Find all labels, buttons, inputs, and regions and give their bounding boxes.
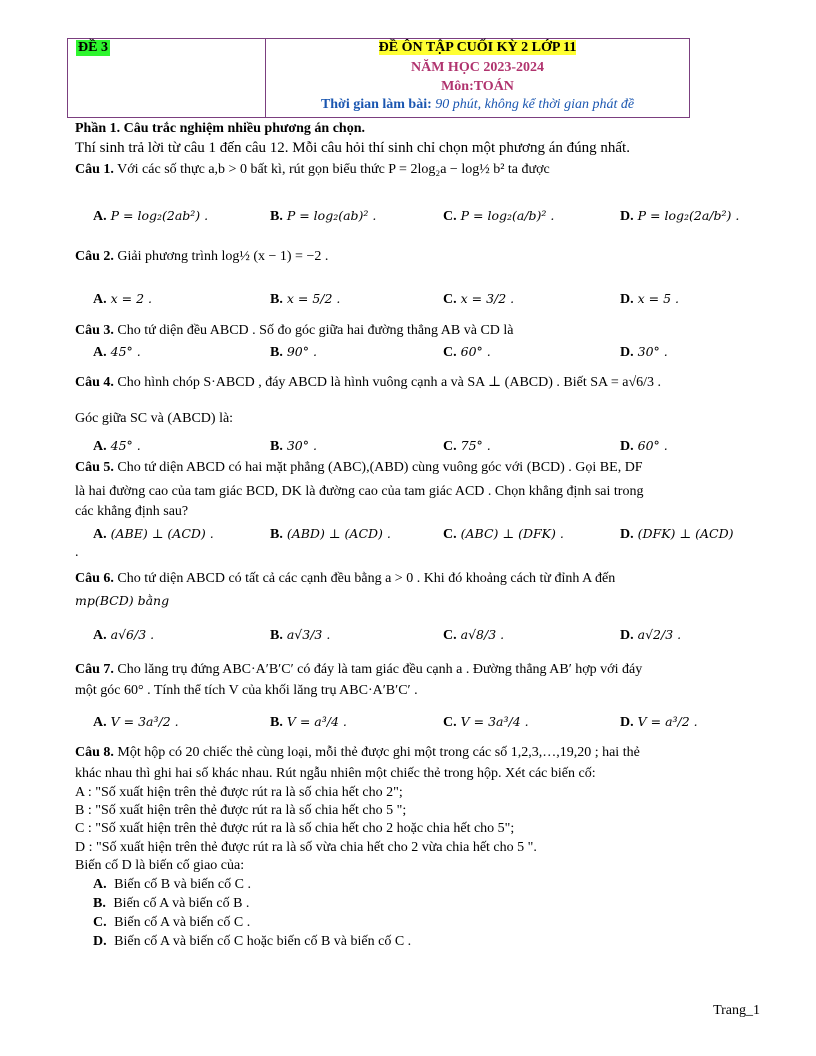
question-3: Câu 3. Cho tứ diện đều ABCD . Số đo góc giữa hai đường thẳng AB và CD là — [75, 323, 514, 338]
question-6-line-2: mp(BCD) bằng — [75, 593, 170, 608]
q8-option-a[interactable]: A. Biến cố B và biến cố C . — [93, 877, 251, 892]
q3-option-d[interactable]: D. 30° . — [620, 344, 668, 360]
q2-option-b[interactable]: B. x = 5/2 . — [270, 291, 341, 307]
question-6: Câu 6. Cho tứ diện ABCD có tất cả các cạnh đều bằng a > 0 . Khi đó khoảng cách từ đỉnh A đến — [75, 571, 616, 586]
question-8: Câu 8. Một hộp có 20 chiếc thẻ cùng loại, mỗi thẻ được ghi một trong các số 1,2,3,…,19,20 ; hai thẻ — [75, 745, 640, 760]
q1-option-a[interactable]: A. P = log₂(2ab²) . — [93, 208, 209, 224]
q3-option-a[interactable]: A. 45° . — [93, 344, 141, 360]
q7-option-d[interactable]: D. V = a³/2 . — [620, 714, 698, 730]
question-7-line-2: một góc 60° . Tính thể tích V của khối lăng trụ ABC·A′B′C′ . — [75, 683, 418, 698]
q5-option-b[interactable]: B. (ABD) ⊥ (ACD) . — [270, 526, 391, 542]
q7-option-a[interactable]: A. V = 3a³/2 . — [93, 714, 179, 730]
question-8-line-2: khác nhau thì ghi hai số khác nhau. Rút ngẫu nhiên một chiếc thẻ trong hộp. Xét các biến cố: — [75, 766, 596, 781]
q7-option-b[interactable]: B. V = a³/4 . — [270, 714, 347, 730]
q8-option-c[interactable]: C. Biến cố A và biến cố C . — [93, 915, 251, 930]
question-4-line-2: Góc giữa SC và (ABCD) là: — [75, 411, 234, 426]
stray-dot: . — [75, 545, 79, 560]
q3-option-b[interactable]: B. 90° . — [270, 344, 317, 360]
page-number: Trang_1 — [713, 1003, 760, 1018]
school-year: NĂM HỌC 2023-2024 — [411, 60, 544, 75]
q7-option-c[interactable]: C. V = 3a³/4 . — [443, 714, 529, 730]
event-c: C : "Số xuất hiện trên thẻ được rút ra là số chia hết cho 2 hoặc chia hết cho 5"; — [75, 821, 515, 836]
q8-option-b[interactable]: B. Biến cố A và biến cố B . — [93, 896, 250, 911]
exam-code: ĐỀ 3 — [78, 40, 108, 55]
q2-option-c[interactable]: C. x = 3/2 . — [443, 291, 515, 307]
q4-option-b[interactable]: B. 30° . — [270, 438, 317, 454]
question-1: Câu 1. Với các số thực a,b > 0 bất kì, rút gọn biểu thức P = 2log₂a − log½ b² ta được — [75, 162, 550, 177]
q3-option-c[interactable]: C. 60° . — [443, 344, 491, 360]
question-7: Câu 7. Cho lăng trụ đứng ABC·A′B′C′ có đáy là tam giác đều cạnh a . Đường thẳng AB′ hợp với đáy — [75, 662, 643, 677]
part1-title: Phần 1. Câu trắc nghiệm nhiều phương án chọn. — [75, 121, 365, 136]
question-5-line-3: các khẳng định sau? — [75, 504, 189, 519]
event-d: D : "Số xuất hiện trên thẻ được rút ra là số vừa chia hết cho 2 vừa chia hết cho 5 ". — [75, 840, 537, 855]
q1-option-c[interactable]: C. P = log₂(a/b)² . — [443, 208, 555, 224]
q6-option-b[interactable]: B. a√3/3 . — [270, 627, 331, 643]
q4-option-c[interactable]: C. 75° . — [443, 438, 491, 454]
part1-intro: Thí sinh trả lời từ câu 1 đến câu 12. Mỗi câu hỏi thí sinh chỉ chọn một phương án đúng nhất. — [75, 140, 630, 156]
question-5: Câu 5. Cho tứ diện ABCD có hai mặt phẳng (ABC),(ABD) cùng vuông góc với (BCD) . Gọi BE, DF — [75, 460, 643, 475]
q5-option-a[interactable]: A. (ABE) ⊥ (ACD) . — [93, 526, 214, 542]
q4-option-d[interactable]: D. 60° . — [620, 438, 668, 454]
exam-title: ĐỀ ÔN TẬP CUỐI KỲ 2 LỚP 11 — [378, 40, 577, 55]
q1-option-d[interactable]: D. P = log₂(2a/b²) . — [620, 208, 740, 224]
q6-option-c[interactable]: C. a√8/3 . — [443, 627, 505, 643]
event-b: B : "Số xuất hiện trên thẻ được rút ra là số chia hết cho 5 "; — [75, 803, 407, 818]
q5-option-d[interactable]: D. (DFK) ⊥ (ACD) — [620, 526, 734, 542]
q8-option-d[interactable]: D. Biến cố A và biến cố C hoặc biến cố B và biến cố C . — [93, 934, 412, 949]
q4-option-a[interactable]: A. 45° . — [93, 438, 141, 454]
q1-option-b[interactable]: B. P = log₂(ab)² . — [270, 208, 377, 224]
q6-option-a[interactable]: A. a√6/3 . — [93, 627, 155, 643]
question-2: Câu 2. Giải phương trình log½ (x − 1) = −2 . — [75, 249, 329, 264]
q2-option-d[interactable]: D. x = 5 . — [620, 291, 679, 307]
question-8-line-3: Biến cố D là biến cố giao của: — [75, 858, 245, 873]
event-a: A : "Số xuất hiện trên thẻ được rút ra là số chia hết cho 2"; — [75, 785, 403, 800]
question-4: Câu 4. Cho hình chóp S·ABCD , đáy ABCD là hình vuông cạnh a và SA ⊥ (ABCD) . Biết SA = a√6/3 . — [75, 375, 662, 390]
time-info: Thời gian làm bài: 90 phút, không kể thời gian phát đề — [320, 97, 635, 112]
subject: Môn:TOÁN — [441, 79, 514, 94]
q5-option-c[interactable]: C. (ABC) ⊥ (DFK) . — [443, 526, 564, 542]
question-5-line-2: là hai đường cao của tam giác BCD, DK là đường cao của tam giác ACD . Chọn khẳng định sai trong — [75, 484, 644, 499]
q6-option-d[interactable]: D. a√2/3 . — [620, 627, 682, 643]
q2-option-a[interactable]: A. x = 2 . — [93, 291, 152, 307]
